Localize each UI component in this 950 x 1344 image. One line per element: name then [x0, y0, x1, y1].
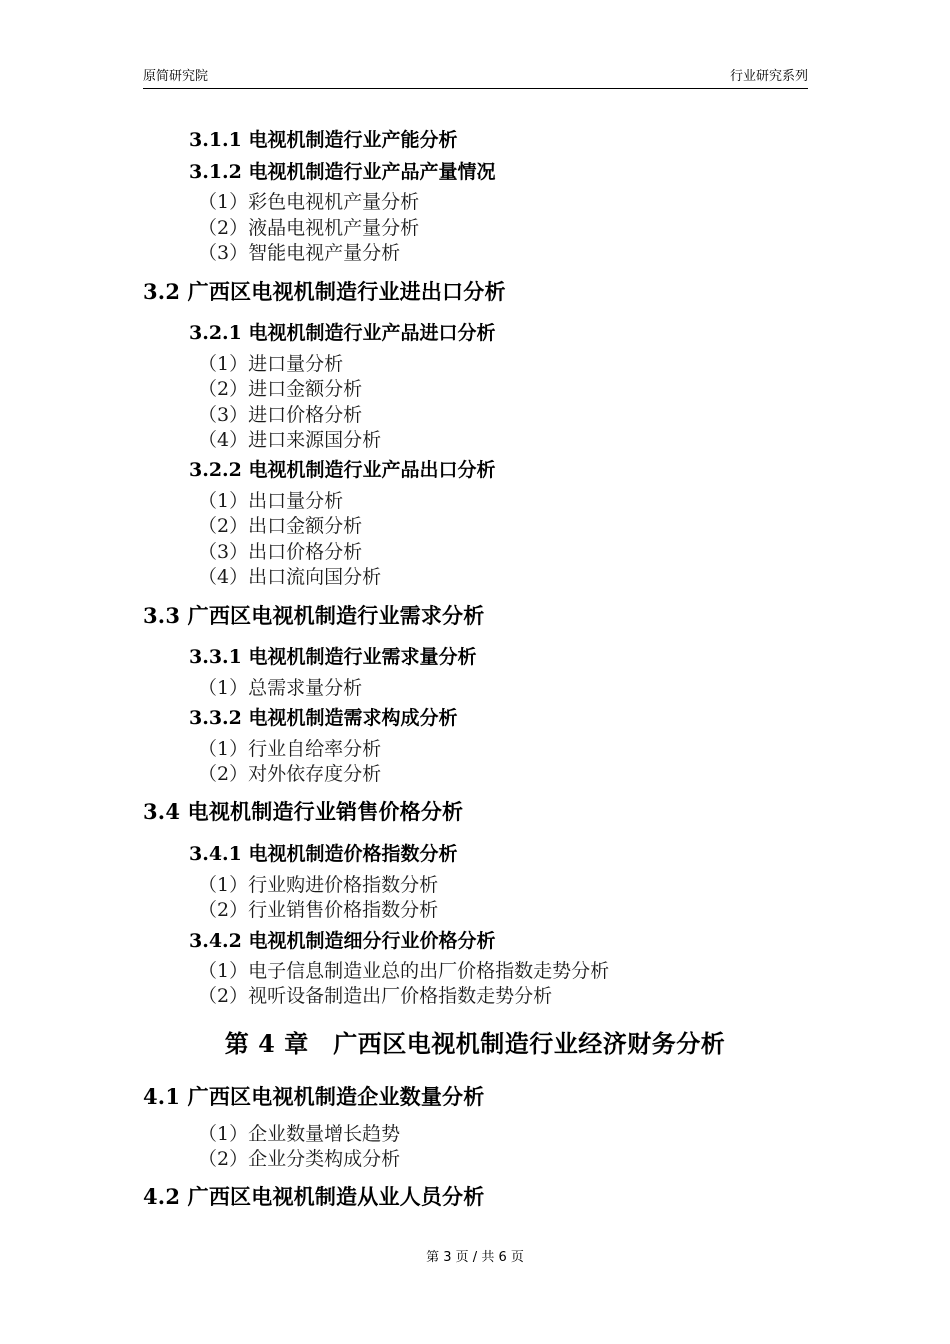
toc-subitem: （1）进口量分析 — [198, 353, 344, 375]
header-series: 行业研究系列 — [729, 69, 808, 84]
toc-subitem: （1）行业自给率分析 — [198, 738, 382, 760]
toc-section-3-4: 3.4 电视机制造行业销售价格分析 — [143, 799, 464, 824]
toc-section-3-3: 3.3 广西区电视机制造行业需求分析 — [143, 603, 485, 628]
toc-entry-3-3-2: 3.3.2 电视机制造需求构成分析 — [189, 707, 458, 729]
toc-entry-3-1-1: 3.1.1 电视机制造行业产能分析 — [189, 129, 458, 151]
toc-entry-3-2-2: 3.2.2 电视机制造行业产品出口分析 — [189, 459, 496, 481]
toc-subitem: （3）进口价格分析 — [198, 404, 363, 426]
toc-subitem: （4）出口流向国分析 — [198, 566, 382, 588]
toc-entry-3-3-1: 3.3.1 电视机制造行业需求量分析 — [189, 646, 477, 668]
toc-subitem: （2）进口金额分析 — [198, 378, 363, 400]
header-publisher: 原简研究院 — [143, 69, 209, 84]
toc-subitem: （2）出口金额分析 — [198, 515, 363, 537]
toc-subitem: （1）电子信息制造业总的出厂价格指数走势分析 — [198, 960, 610, 982]
toc-entry-3-4-1: 3.4.1 电视机制造价格指数分析 — [189, 843, 458, 865]
toc-subitem: （2）对外依存度分析 — [198, 763, 382, 785]
toc-entry-3-1-2: 3.1.2 电视机制造行业产品产量情况 — [189, 161, 496, 183]
page-number: 第 3 页 / 共 6 页 — [426, 1250, 524, 1265]
toc-subitem: （1）出口量分析 — [198, 490, 344, 512]
toc-subitem: （1）彩色电视机产量分析 — [198, 191, 420, 213]
toc-section-4-2: 4.2 广西区电视机制造从业人员分析 — [143, 1184, 485, 1209]
toc-entry-3-2-1: 3.2.1 电视机制造行业产品进口分析 — [189, 322, 496, 344]
toc-subitem: （3）出口价格分析 — [198, 541, 363, 563]
toc-subitem: （1）企业数量增长趋势 — [198, 1123, 401, 1145]
toc-subitem: （1）行业购进价格指数分析 — [198, 874, 439, 896]
toc-section-3-2: 3.2 广西区电视机制造行业进出口分析 — [143, 279, 506, 304]
toc-subitem: （2）行业销售价格指数分析 — [198, 899, 439, 921]
toc-subitem: （1）总需求量分析 — [198, 677, 363, 699]
chapter-4-title: 第 4 章 广西区电视机制造行业经济财务分析 — [224, 1029, 726, 1058]
toc-section-4-1: 4.1 广西区电视机制造企业数量分析 — [143, 1084, 485, 1109]
toc-subitem: （3）智能电视产量分析 — [198, 242, 401, 264]
toc-subitem: （2）液晶电视机产量分析 — [198, 217, 420, 239]
toc-subitem: （4）进口来源国分析 — [198, 429, 382, 451]
toc-entry-3-4-2: 3.4.2 电视机制造细分行业价格分析 — [189, 930, 496, 952]
toc-subitem: （2）企业分类构成分析 — [198, 1148, 401, 1170]
toc-subitem: （2）视听设备制造出厂价格指数走势分析 — [198, 985, 553, 1007]
